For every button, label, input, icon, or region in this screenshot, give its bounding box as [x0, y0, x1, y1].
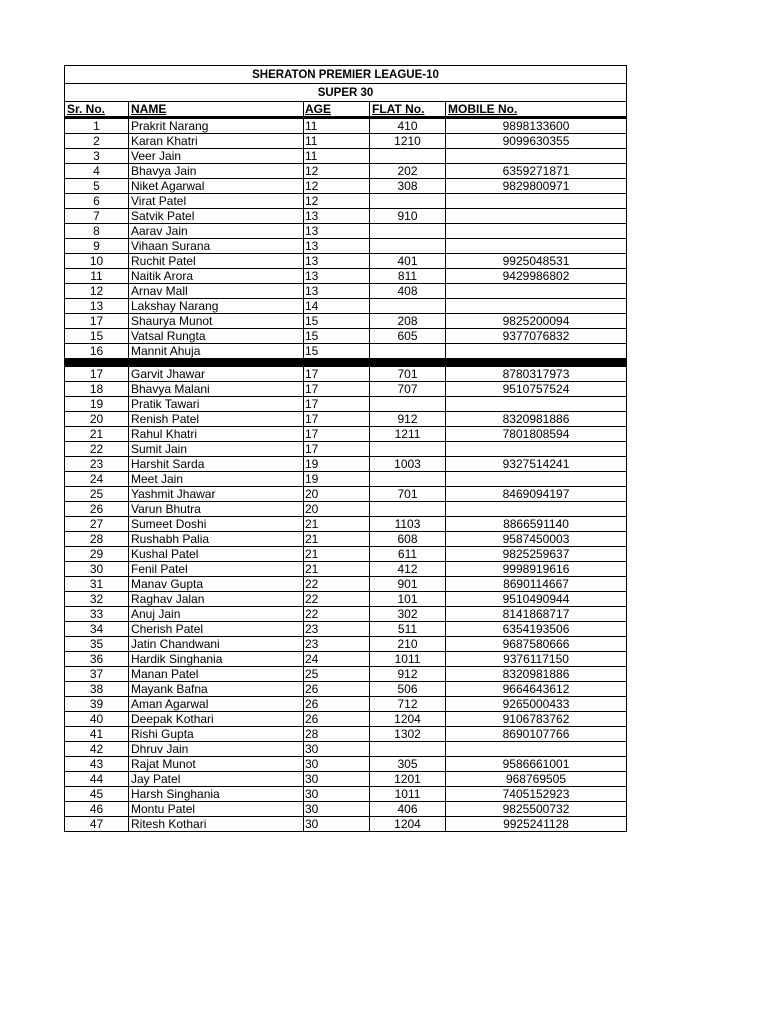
flat-no-cell: 608	[370, 532, 446, 547]
name-cell: Manav Gupta	[129, 577, 304, 592]
table-row	[65, 487, 627, 502]
age-cell: 21	[304, 517, 370, 532]
age-cell: 11	[304, 134, 370, 149]
sr-no-cell: 28	[65, 532, 129, 547]
mobile-no-cell: 9327514241	[446, 457, 627, 472]
sr-no-cell: 34	[65, 622, 129, 637]
age-cell: 13	[304, 254, 370, 269]
age-cell: 13	[304, 284, 370, 299]
mobile-no-cell: 7801808594	[446, 427, 627, 442]
flat-no-cell: 511	[370, 622, 446, 637]
mobile-no-cell	[446, 194, 627, 209]
table-row	[65, 637, 627, 652]
age-cell: 17	[304, 442, 370, 457]
mobile-no-cell: 8469094197	[446, 487, 627, 502]
name-cell: Ruchit Patel	[129, 254, 304, 269]
name-cell: Hardik Singhania	[129, 652, 304, 667]
header-row	[65, 102, 627, 118]
flat-no-cell: 910	[370, 209, 446, 224]
mobile-no-cell: 9998919616	[446, 562, 627, 577]
flat-no-cell: 408	[370, 284, 446, 299]
flat-no-cell	[370, 239, 446, 254]
name-cell: Garvit Jhawar	[129, 367, 304, 382]
sr-no-cell: 4	[65, 164, 129, 179]
mobile-no-cell: 9825259637	[446, 547, 627, 562]
name-cell: Meet Jain	[129, 472, 304, 487]
name-cell: Renish Patel	[129, 412, 304, 427]
name-cell: Pratik Tawari	[129, 397, 304, 412]
table-row	[65, 712, 627, 727]
table-row	[65, 697, 627, 712]
age-cell: 17	[304, 412, 370, 427]
table-row	[65, 179, 627, 194]
name-cell: Aarav Jain	[129, 224, 304, 239]
sr-no-cell: 8	[65, 224, 129, 239]
age-cell: 26	[304, 712, 370, 727]
flat-no-cell	[370, 397, 446, 412]
age-cell: 22	[304, 607, 370, 622]
table-row	[65, 344, 627, 359]
mobile-no-cell: 9825200094	[446, 314, 627, 329]
table-row	[65, 562, 627, 577]
mobile-no-cell: 8690107766	[446, 727, 627, 742]
flat-no-cell: 101	[370, 592, 446, 607]
sr-no-cell: 40	[65, 712, 129, 727]
sr-no-cell: 21	[65, 427, 129, 442]
sr-no-cell: 46	[65, 802, 129, 817]
age-cell: 12	[304, 179, 370, 194]
sr-no-cell: 45	[65, 787, 129, 802]
mobile-no-cell: 7405152923	[446, 787, 627, 802]
table-row	[65, 118, 627, 134]
table-row	[65, 397, 627, 412]
name-cell: Manan Patel	[129, 667, 304, 682]
name-cell: Montu Patel	[129, 802, 304, 817]
name-cell: Rajat Munot	[129, 757, 304, 772]
sr-no-cell: 2	[65, 134, 129, 149]
sr-no-cell: 39	[65, 697, 129, 712]
age-cell: 24	[304, 652, 370, 667]
mobile-no-cell: 9898133600	[446, 118, 627, 134]
name-cell: Cherish Patel	[129, 622, 304, 637]
sr-no-cell: 23	[65, 457, 129, 472]
table-row	[65, 254, 627, 269]
name-cell: Anuj Jain	[129, 607, 304, 622]
mobile-no-cell: 9510757524	[446, 382, 627, 397]
age-cell: 17	[304, 397, 370, 412]
sr-no-cell: 24	[65, 472, 129, 487]
flat-no-cell: 202	[370, 164, 446, 179]
table-row	[65, 194, 627, 209]
sr-no-cell: 37	[65, 667, 129, 682]
mobile-no-cell	[446, 299, 627, 314]
name-cell: Varun Bhutra	[129, 502, 304, 517]
sr-no-cell: 20	[65, 412, 129, 427]
flat-no-cell: 406	[370, 802, 446, 817]
age-cell: 13	[304, 239, 370, 254]
flat-no-cell: 901	[370, 577, 446, 592]
table-row	[65, 517, 627, 532]
sr-no-cell: 16	[65, 344, 129, 359]
flat-no-cell: 1302	[370, 727, 446, 742]
title-row	[65, 66, 627, 84]
flat-no-cell	[370, 149, 446, 164]
table-row	[65, 682, 627, 697]
sr-no-cell: 27	[65, 517, 129, 532]
name-cell: Mannit Ahuja	[129, 344, 304, 359]
flat-no-cell: 410	[370, 118, 446, 134]
sr-no-cell: 30	[65, 562, 129, 577]
table-row	[65, 772, 627, 787]
table-row	[65, 367, 627, 382]
mobile-no-cell	[446, 239, 627, 254]
mobile-no-cell: 9099630355	[446, 134, 627, 149]
age-cell: 30	[304, 772, 370, 787]
flat-no-cell	[370, 442, 446, 457]
mobile-no-cell: 9925241128	[446, 817, 627, 832]
age-cell: 21	[304, 547, 370, 562]
name-cell: Vihaan Surana	[129, 239, 304, 254]
name-cell: Karan Khatri	[129, 134, 304, 149]
sr-no-cell: 43	[65, 757, 129, 772]
age-cell: 12	[304, 194, 370, 209]
sr-no-cell: 18	[65, 382, 129, 397]
sr-no-cell: 47	[65, 817, 129, 832]
mobile-no-cell: 9687580666	[446, 637, 627, 652]
mobile-no-cell: 8690114667	[446, 577, 627, 592]
flat-no-cell: 712	[370, 697, 446, 712]
flat-no-cell	[370, 472, 446, 487]
age-cell: 19	[304, 472, 370, 487]
age-cell: 17	[304, 427, 370, 442]
flat-no-cell: 1201	[370, 772, 446, 787]
age-cell: 11	[304, 149, 370, 164]
name-cell: Yashmit Jhawar	[129, 487, 304, 502]
sr-no-cell: 22	[65, 442, 129, 457]
mobile-no-cell	[446, 224, 627, 239]
mobile-no-cell: 9376117150	[446, 652, 627, 667]
flat-no-cell: 1011	[370, 652, 446, 667]
flat-no-cell	[370, 194, 446, 209]
sr-no-cell: 33	[65, 607, 129, 622]
table-row	[65, 742, 627, 757]
table-row	[65, 757, 627, 772]
separator-bar	[65, 359, 627, 367]
name-cell: Bhavya Malani	[129, 382, 304, 397]
table-row	[65, 427, 627, 442]
sr-no-cell: 1	[65, 118, 129, 134]
mobile-no-cell	[446, 442, 627, 457]
age-cell: 13	[304, 269, 370, 284]
age-cell: 15	[304, 314, 370, 329]
mobile-no-cell: 6359271871	[446, 164, 627, 179]
mobile-no-cell	[446, 209, 627, 224]
age-cell: 25	[304, 667, 370, 682]
flat-no-cell: 305	[370, 757, 446, 772]
mobile-no-cell: 9825500732	[446, 802, 627, 817]
table-row	[65, 164, 627, 179]
flat-no-cell	[370, 344, 446, 359]
table-row	[65, 134, 627, 149]
sr-no-cell: 17	[65, 367, 129, 382]
mobile-no-cell: 8320981886	[446, 667, 627, 682]
age-cell: 30	[304, 787, 370, 802]
flat-no-cell	[370, 502, 446, 517]
table-row	[65, 299, 627, 314]
flat-no-cell: 208	[370, 314, 446, 329]
age-cell: 15	[304, 344, 370, 359]
table-row	[65, 787, 627, 802]
table-row	[65, 802, 627, 817]
flat-no-cell: 1003	[370, 457, 446, 472]
age-cell: 26	[304, 697, 370, 712]
sr-no-cell: 12	[65, 284, 129, 299]
sr-no-cell: 38	[65, 682, 129, 697]
flat-no-cell: 1204	[370, 712, 446, 727]
subtitle-row	[65, 84, 627, 102]
age-cell: 20	[304, 502, 370, 517]
flat-no-cell	[370, 224, 446, 239]
mobile-no-cell: 6354193506	[446, 622, 627, 637]
flat-no-cell: 412	[370, 562, 446, 577]
sr-no-cell: 13	[65, 299, 129, 314]
header-age: AGE	[304, 102, 370, 118]
name-cell: Aman Agarwal	[129, 697, 304, 712]
table-row	[65, 622, 627, 637]
age-cell: 11	[304, 118, 370, 134]
sr-no-cell: 17	[65, 314, 129, 329]
flat-no-cell: 1211	[370, 427, 446, 442]
table-row	[65, 577, 627, 592]
name-cell: Sumit Jain	[129, 442, 304, 457]
flat-no-cell: 611	[370, 547, 446, 562]
mobile-no-cell: 9106783762	[446, 712, 627, 727]
mobile-no-cell: 9925048531	[446, 254, 627, 269]
name-cell: Rishi Gupta	[129, 727, 304, 742]
table-row	[65, 412, 627, 427]
name-cell: Prakrit Narang	[129, 118, 304, 134]
mobile-no-cell: 9265000433	[446, 697, 627, 712]
table-row	[65, 269, 627, 284]
age-cell: 15	[304, 329, 370, 344]
name-cell: Satvik Patel	[129, 209, 304, 224]
age-cell: 13	[304, 209, 370, 224]
mobile-no-cell: 8320981886	[446, 412, 627, 427]
header-name: NAME	[129, 102, 304, 118]
group-separator	[65, 359, 627, 367]
name-cell: Raghav Jalan	[129, 592, 304, 607]
sr-no-cell: 19	[65, 397, 129, 412]
name-cell: Harsh Singhania	[129, 787, 304, 802]
mobile-no-cell	[446, 149, 627, 164]
age-cell: 21	[304, 562, 370, 577]
table-row	[65, 329, 627, 344]
sr-no-cell: 10	[65, 254, 129, 269]
name-cell: Vatsal Rungta	[129, 329, 304, 344]
header-mobile-no: MOBILE No.	[446, 102, 627, 118]
mobile-no-cell: 8141868717	[446, 607, 627, 622]
flat-no-cell: 1011	[370, 787, 446, 802]
flat-no-cell	[370, 299, 446, 314]
header-sr-no: Sr. No.	[65, 102, 129, 118]
name-cell: Harshit Sarda	[129, 457, 304, 472]
age-cell: 30	[304, 817, 370, 832]
table-row	[65, 502, 627, 517]
sr-no-cell: 36	[65, 652, 129, 667]
mobile-no-cell: 9587450003	[446, 532, 627, 547]
flat-no-cell: 506	[370, 682, 446, 697]
age-cell: 28	[304, 727, 370, 742]
sr-no-cell: 44	[65, 772, 129, 787]
flat-no-cell: 707	[370, 382, 446, 397]
flat-no-cell: 912	[370, 667, 446, 682]
name-cell: Fenil Patel	[129, 562, 304, 577]
age-cell: 17	[304, 367, 370, 382]
table-row	[65, 817, 627, 832]
table-row	[65, 652, 627, 667]
table-row	[65, 547, 627, 562]
mobile-no-cell: 9586661001	[446, 757, 627, 772]
sheet-title: SHERATON PREMIER LEAGUE-10	[65, 66, 627, 84]
sr-no-cell: 35	[65, 637, 129, 652]
table-row	[65, 442, 627, 457]
table-row	[65, 149, 627, 164]
name-cell: Jay Patel	[129, 772, 304, 787]
mobile-no-cell: 9664643612	[446, 682, 627, 697]
name-cell: Arnav Mall	[129, 284, 304, 299]
flat-no-cell: 302	[370, 607, 446, 622]
table-row	[65, 284, 627, 299]
player-table	[64, 65, 627, 832]
mobile-no-cell	[446, 284, 627, 299]
flat-no-cell: 210	[370, 637, 446, 652]
flat-no-cell: 701	[370, 487, 446, 502]
sr-no-cell: 41	[65, 727, 129, 742]
age-cell: 12	[304, 164, 370, 179]
flat-no-cell: 1204	[370, 817, 446, 832]
mobile-no-cell: 9377076832	[446, 329, 627, 344]
age-cell: 30	[304, 757, 370, 772]
flat-no-cell: 1103	[370, 517, 446, 532]
table-row	[65, 224, 627, 239]
mobile-no-cell	[446, 502, 627, 517]
mobile-no-cell	[446, 472, 627, 487]
name-cell: Rushabh Palia	[129, 532, 304, 547]
flat-no-cell: 1210	[370, 134, 446, 149]
sr-no-cell: 11	[65, 269, 129, 284]
flat-no-cell: 308	[370, 179, 446, 194]
mobile-no-cell: 9829800971	[446, 179, 627, 194]
age-cell: 20	[304, 487, 370, 502]
sr-no-cell: 42	[65, 742, 129, 757]
age-cell: 23	[304, 637, 370, 652]
name-cell: Virat Patel	[129, 194, 304, 209]
name-cell: Rahul Khatri	[129, 427, 304, 442]
name-cell: Kushal Patel	[129, 547, 304, 562]
sr-no-cell: 3	[65, 149, 129, 164]
age-cell: 22	[304, 577, 370, 592]
mobile-no-cell: 8780317973	[446, 367, 627, 382]
name-cell: Sumeet Doshi	[129, 517, 304, 532]
age-cell: 14	[304, 299, 370, 314]
name-cell: Bhavya Jain	[129, 164, 304, 179]
table-row	[65, 607, 627, 622]
table-row	[65, 727, 627, 742]
name-cell: Veer Jain	[129, 149, 304, 164]
age-cell: 23	[304, 622, 370, 637]
flat-no-cell	[370, 742, 446, 757]
age-cell: 13	[304, 224, 370, 239]
table-row	[65, 209, 627, 224]
flat-no-cell: 701	[370, 367, 446, 382]
mobile-no-cell	[446, 344, 627, 359]
table-row	[65, 472, 627, 487]
mobile-no-cell: 8866591140	[446, 517, 627, 532]
name-cell: Ritesh Kothari	[129, 817, 304, 832]
name-cell: Naitik Arora	[129, 269, 304, 284]
age-cell: 17	[304, 382, 370, 397]
table-row	[65, 667, 627, 682]
flat-no-cell: 912	[370, 412, 446, 427]
sr-no-cell: 7	[65, 209, 129, 224]
name-cell: Jatin Chandwani	[129, 637, 304, 652]
sr-no-cell: 29	[65, 547, 129, 562]
flat-no-cell: 401	[370, 254, 446, 269]
table-row	[65, 532, 627, 547]
sr-no-cell: 31	[65, 577, 129, 592]
mobile-no-cell	[446, 742, 627, 757]
name-cell: Lakshay Narang	[129, 299, 304, 314]
age-cell: 19	[304, 457, 370, 472]
age-cell: 22	[304, 592, 370, 607]
flat-no-cell: 811	[370, 269, 446, 284]
sr-no-cell: 9	[65, 239, 129, 254]
flat-no-cell: 605	[370, 329, 446, 344]
sr-no-cell: 26	[65, 502, 129, 517]
mobile-no-cell: 9510490944	[446, 592, 627, 607]
table-row	[65, 592, 627, 607]
sr-no-cell: 5	[65, 179, 129, 194]
name-cell: Mayank Bafna	[129, 682, 304, 697]
name-cell: Deepak Kothari	[129, 712, 304, 727]
table-row	[65, 239, 627, 254]
sr-no-cell: 15	[65, 329, 129, 344]
age-cell: 30	[304, 742, 370, 757]
name-cell: Shaurya Munot	[129, 314, 304, 329]
name-cell: Dhruv Jain	[129, 742, 304, 757]
table-row	[65, 382, 627, 397]
name-cell: Niket Agarwal	[129, 179, 304, 194]
sr-no-cell: 6	[65, 194, 129, 209]
table-row	[65, 457, 627, 472]
sr-no-cell: 25	[65, 487, 129, 502]
sr-no-cell: 32	[65, 592, 129, 607]
header-flat-no: FLAT No.	[370, 102, 446, 118]
mobile-no-cell	[446, 397, 627, 412]
age-cell: 26	[304, 682, 370, 697]
age-cell: 30	[304, 802, 370, 817]
mobile-no-cell: 968769505	[446, 772, 627, 787]
sheet-subtitle: SUPER 30	[65, 84, 627, 102]
mobile-no-cell: 9429986802	[446, 269, 627, 284]
table-row	[65, 314, 627, 329]
player-list-sheet	[64, 65, 626, 832]
age-cell: 21	[304, 532, 370, 547]
